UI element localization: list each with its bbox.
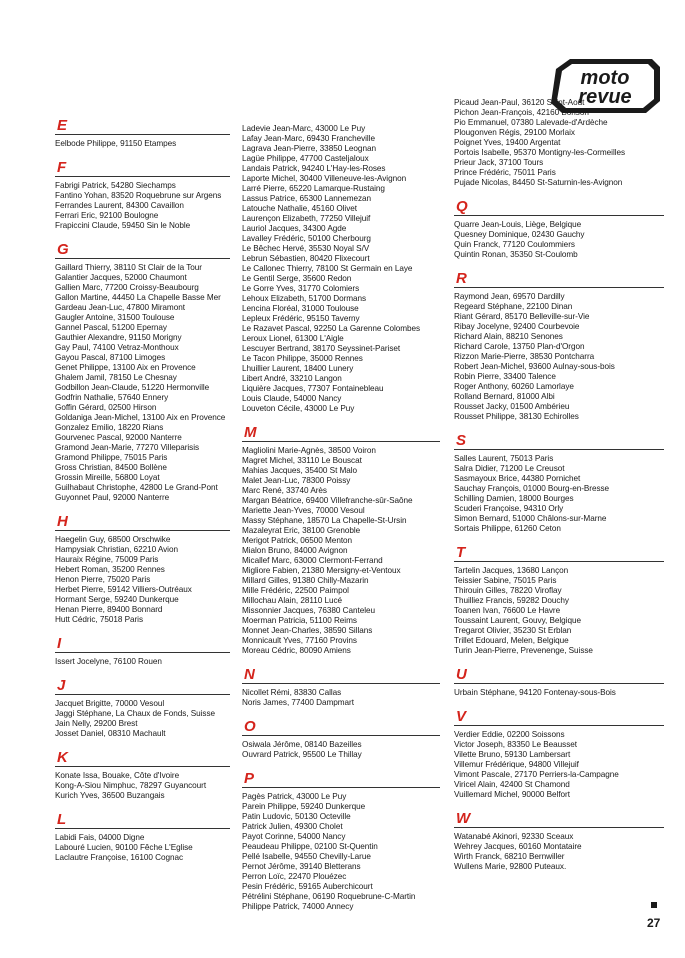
section-letter: M — [244, 424, 257, 441]
section-divider — [454, 683, 664, 684]
list-item: Pujade Nicolas, 84450 St-Saturnin-les-Avignon — [454, 178, 623, 187]
list-item: Salles Laurent, 75013 Paris — [454, 454, 554, 463]
list-item: Quin Franck, 77120 Coulommiers — [454, 240, 575, 249]
section-p — [242, 771, 440, 912]
section-letter: Q — [456, 198, 468, 215]
section-v — [454, 709, 664, 800]
section-divider — [454, 725, 664, 726]
section-divider — [55, 766, 230, 767]
list-item: Viricel Alain, 42400 St Chamond — [454, 780, 570, 789]
section-divider — [55, 176, 230, 177]
section-divider — [454, 215, 664, 216]
list-item: Tartelin Jacques, 13680 Lançon — [454, 566, 569, 575]
list-item: Larré Pierre, 65220 Lamarque-Rustaing — [242, 184, 385, 193]
section-letter: K — [57, 749, 68, 766]
list-item: Richard Carole, 13750 Plan-d'Orgon — [454, 342, 585, 351]
list-item: Haegelin Guy, 68500 Orschwike — [55, 535, 171, 544]
list-item: Leroux Lionel, 61300 L'Aigle — [242, 334, 344, 343]
list-item: Regeard Stéphane, 22100 Dinan — [454, 302, 573, 311]
section-continued — [454, 98, 664, 188]
list-item: Gauthier Alexandre, 91150 Morigny — [55, 333, 182, 342]
list-item: Pernot Jérôme, 39140 Bletterans — [242, 862, 361, 871]
list-item: Noris James, 77400 Dampmart — [242, 698, 354, 707]
list-item: Mariette Jean-Yves, 70000 Vesoul — [242, 506, 365, 515]
entry-list — [242, 688, 440, 708]
list-item: Sortais Philippe, 61260 Ceton — [454, 524, 561, 533]
list-item: Lehoux Elizabeth, 51700 Dormans — [242, 294, 367, 303]
list-item: Merigot Patrick, 06500 Menton — [242, 536, 353, 545]
section-divider — [454, 827, 664, 828]
list-item: Pesin Frédéric, 59165 Auberchicourt — [242, 882, 373, 891]
list-item: Wehrey Jacques, 60160 Montataire — [454, 842, 582, 851]
list-item: Verdier Eddie, 02200 Soissons — [454, 730, 565, 739]
section-divider — [242, 735, 440, 736]
list-item: Hampysiak Christian, 62210 Avion — [55, 545, 178, 554]
section-i — [55, 636, 230, 667]
list-item: Urbain Stéphane, 94120 Fontenay-sous-Bois — [454, 688, 616, 697]
list-item: Hormant Serge, 59240 Dunkerque — [55, 595, 179, 604]
entry-list — [242, 792, 440, 912]
list-item: Richard Alain, 88210 Senones — [454, 332, 563, 341]
list-item: Lebrun Sébastien, 80420 Flixecourt — [242, 254, 370, 263]
logo-line1: moto — [580, 67, 630, 89]
section-u — [454, 667, 664, 698]
list-item: Fantino Yohan, 83520 Roquebrune sur Argens — [55, 191, 222, 200]
list-item: Migliore Fabien, 21380 Mersigny-et-Ventoux — [242, 566, 401, 575]
section-divider — [242, 441, 440, 442]
list-item: Gay Paul, 74100 Vetraz-Monthoux — [55, 343, 179, 352]
entry-list — [454, 292, 664, 422]
list-item: Eelbode Philippe, 91150 Etampes — [55, 139, 177, 148]
list-item: Wirth Franck, 68210 Bernwiller — [454, 852, 565, 861]
list-item: Patin Ludovic, 50130 Octeville — [242, 812, 351, 821]
list-item: Hebert Roman, 35200 Rennes — [55, 565, 165, 574]
list-item: Jacquet Brigitte, 70000 Vesoul — [55, 699, 165, 708]
list-item: Moerman Patricia, 51100 Reims — [242, 616, 357, 625]
list-item: Pio Emmanuel, 07380 Lalevade-d'Ardèche — [454, 118, 608, 127]
list-item: Louis Claude, 54000 Nancy — [242, 394, 342, 403]
entry-list — [454, 220, 664, 260]
entry-list — [454, 832, 664, 872]
list-item: Hauraix Régine, 75009 Paris — [55, 555, 159, 564]
list-item: Massy Stéphane, 18570 La Chapelle-St-Ursin — [242, 516, 407, 525]
list-item: Mahias Jacques, 35400 St Malo — [242, 466, 358, 475]
list-item: Mille Frédéric, 22500 Paimpol — [242, 586, 349, 595]
list-item: Roger Anthony, 60260 Lamorlaye — [454, 382, 574, 391]
list-item: Gourvenec Pascal, 92000 Nanterre — [55, 433, 182, 442]
column-3 — [454, 98, 664, 883]
list-item: Issert Jocelyne, 76100 Rouen — [55, 657, 162, 666]
list-item: Jain Nelly, 29200 Brest — [55, 719, 138, 728]
list-item: Gaillard Thierry, 38110 St Clair de la Tour — [55, 263, 202, 272]
list-item: Laclautre Françoise, 16100 Cognac — [55, 853, 184, 862]
list-item: Marc René, 33740 Arès — [242, 486, 327, 495]
list-item: Sasmayoux Brice, 44380 Pornichet — [454, 474, 581, 483]
entry-list — [242, 124, 440, 414]
list-item: Monnet Jean-Charles, 38590 Sillans — [242, 626, 373, 635]
list-item: Victor Joseph, 83350 Le Beausset — [454, 740, 577, 749]
entry-list — [55, 139, 230, 149]
list-item: Kong-A-Siou Nimphuc, 78297 Guyancourt — [55, 781, 207, 790]
list-item: Ouvrard Patrick, 95500 Le Thillay — [242, 750, 362, 759]
list-item: Mazaleyrat Eric, 38100 Grenoble — [242, 526, 361, 535]
list-item: Vuillemard Michel, 90000 Belfort — [454, 790, 570, 799]
list-item: Robert Jean-Michel, 93600 Aulnay-sous-bois — [454, 362, 615, 371]
list-item: Lhuillier Laurent, 18400 Lunery — [242, 364, 354, 373]
section-divider — [454, 561, 664, 562]
list-item: Picaud Jean-Paul, 36120 Saint-Août — [454, 98, 585, 107]
list-item: Ferrandes Laurent, 84300 Cavaillon — [55, 201, 184, 210]
list-item: Gross Christian, 84500 Bollène — [55, 463, 167, 472]
list-item: Le Bêchec Hervé, 35530 Noyal S/V — [242, 244, 370, 253]
entry-list — [242, 740, 440, 760]
list-item: Margan Béatrice, 69400 Villefranche-sûr-Saône — [242, 496, 413, 505]
list-item: Moreau Cédric, 80090 Amiens — [242, 646, 351, 655]
section-l — [55, 812, 230, 863]
list-item: Pichon Jean-François, 42160 Bonson — [454, 108, 589, 117]
list-item: Monnicault Yves, 77160 Provins — [242, 636, 357, 645]
section-s — [454, 433, 664, 534]
entry-list — [454, 98, 664, 188]
section-letter: R — [456, 270, 467, 287]
list-item: Guyonnet Paul, 92000 Nanterre — [55, 493, 170, 502]
list-item: Quarre Jean-Louis, Liège, Belgique — [454, 220, 582, 229]
list-item: Prieur Jack, 37100 Tours — [454, 158, 544, 167]
list-item: Tregarot Olivier, 35230 St Erblan — [454, 626, 572, 635]
list-item: Labidi Fais, 04000 Digne — [55, 833, 145, 842]
entry-list — [55, 771, 230, 801]
list-item: Osiwala Jérôme, 08140 Bazeilles — [242, 740, 362, 749]
list-item: Quintin Ronan, 35350 St-Coulomb — [454, 250, 578, 259]
section-letter: E — [57, 117, 68, 134]
list-item: Thuilliez Francis, 59282 Douchy — [454, 596, 569, 605]
list-item: Rousset Philippe, 38130 Echirolles — [454, 412, 579, 421]
column-1 — [55, 118, 230, 874]
section-divider — [55, 694, 230, 695]
list-item: Portois Isabelle, 95370 Montigny-les-Cormeilles — [454, 148, 626, 157]
list-item: Le Callonec Thierry, 78100 St Germain en Laye — [242, 264, 413, 273]
list-item: Villemur Frédérique, 94800 Villejuif — [454, 760, 579, 769]
list-item: Godbillon Jean-Claude, 51220 Hermonville — [55, 383, 210, 392]
list-item: Grossin Mireille, 56800 Loyat — [55, 473, 160, 482]
list-item: Le Razavet Pascal, 92250 La Garenne Colombes — [242, 324, 421, 333]
list-item: Mialon Bruno, 84000 Avignon — [242, 546, 348, 555]
list-item: Rousset Jacky, 01500 Ambérieu — [454, 402, 570, 411]
list-item: Josset Daniel, 08310 Machault — [55, 729, 166, 738]
list-item: Lencina Floréal, 31000 Toulouse — [242, 304, 359, 313]
list-item: Lescuyer Bertrand, 38170 Seyssinet-Pariset — [242, 344, 401, 353]
list-item: Frapiccini Claude, 59450 Sin le Noble — [55, 221, 191, 230]
list-item: Thirouin Gilles, 78220 Viroflay — [454, 586, 562, 595]
entry-list — [454, 566, 664, 656]
list-item: Magliolini Marie-Agnès, 38500 Voiron — [242, 446, 376, 455]
entry-list — [55, 535, 230, 625]
section-divider — [242, 683, 440, 684]
list-item: Ribay Jocelyne, 92400 Courbevoie — [454, 322, 580, 331]
list-item: Le Gorre Yves, 31770 Colomiers — [242, 284, 360, 293]
list-item: Perron Loïc, 22470 Plouézec — [242, 872, 347, 881]
entry-list — [55, 833, 230, 863]
list-item: Liquière Jacques, 77307 Fontainebleau — [242, 384, 384, 393]
section-h — [55, 514, 230, 625]
list-item: Toanen Ivan, 76600 Le Havre — [454, 606, 561, 615]
list-item: Lafay Jean-Marc, 69430 Francheville — [242, 134, 375, 143]
section-m — [242, 425, 440, 656]
list-item: Turin Jean-Pierre, Prevenenge, Suisse — [454, 646, 593, 655]
list-item: Raymond Jean, 69570 Dardilly — [454, 292, 565, 301]
list-item: Lavalley Frédéric, 50100 Cherbourg — [242, 234, 371, 243]
section-k — [55, 750, 230, 801]
entry-list — [454, 688, 664, 698]
section-letter: N — [244, 666, 255, 683]
section-q — [454, 199, 664, 260]
section-letter: F — [57, 159, 67, 176]
entry-list — [55, 699, 230, 739]
list-item: Fabrigi Patrick, 54280 Siechamps — [55, 181, 176, 190]
list-item: Riant Gérard, 85170 Belleville-sur-Vie — [454, 312, 590, 321]
section-letter: O — [244, 718, 256, 735]
list-item: Henon Pierre, 75020 Paris — [55, 575, 151, 584]
list-item: Lassus Patrice, 65300 Lannemezan — [242, 194, 372, 203]
list-item: Schilling Damien, 18000 Bourges — [454, 494, 574, 503]
list-item: Labouré Lucien, 90100 Fêche L'Eglise — [55, 843, 193, 852]
list-item: Herbet Pierre, 59142 Villiers-Outréaux — [55, 585, 192, 594]
section-g — [55, 242, 230, 503]
list-item: Goldaniga Jean-Michel, 13100 Aix en Provence — [55, 413, 226, 422]
entry-list — [55, 657, 230, 667]
list-item: Gallien Marc, 77200 Croissy-Beaubourg — [55, 283, 199, 292]
section-divider — [454, 449, 664, 450]
section-letter: U — [456, 666, 467, 683]
list-item: Plougonven Régis, 29100 Morlaix — [454, 128, 575, 137]
list-item: Libert André, 33210 Langon — [242, 374, 342, 383]
list-item: Parein Philippe, 59240 Dunkerque — [242, 802, 366, 811]
entry-list — [55, 263, 230, 503]
section-r — [454, 271, 664, 422]
list-item: Salra Didier, 71200 Le Creusot — [454, 464, 565, 473]
end-square-icon — [651, 902, 657, 908]
list-item: Jaggi Stéphane, La Chaux de Fonds, Suisse — [55, 709, 215, 718]
entry-list — [454, 730, 664, 800]
list-item: Gayou Pascal, 87100 Limoges — [55, 353, 166, 362]
list-item: Ferrari Eric, 92100 Boulogne — [55, 211, 159, 220]
list-item: Millard Gilles, 91380 Chilly-Mazarin — [242, 576, 369, 585]
list-item: Vimont Pascale, 27170 Perriers-la-Campagne — [454, 770, 619, 779]
list-item: Simon Bernard, 51000 Châlons-sur-Marne — [454, 514, 607, 523]
list-item: Magret Michel, 33110 Le Bouscat — [242, 456, 362, 465]
list-item: Quesney Dominique, 02430 Gauchy — [454, 230, 585, 239]
list-item: Kurich Yves, 36500 Buzangais — [55, 791, 165, 800]
section-f — [55, 160, 230, 231]
list-item: Toussaint Laurent, Gouvy, Belgique — [454, 616, 581, 625]
section-continued — [242, 124, 440, 414]
list-item: Rolland Bernard, 81000 Albi — [454, 392, 555, 401]
list-item: Gannel Pascal, 51200 Epernay — [55, 323, 167, 332]
list-item: Pétrélini Stéphane, 06190 Roquebrune-C-Martin — [242, 892, 416, 901]
list-item: Rizzon Marie-Pierre, 38530 Pontcharra — [454, 352, 595, 361]
list-item: Lagüe Philippe, 47700 Casteljaloux — [242, 154, 369, 163]
section-e — [55, 118, 230, 149]
list-item: Landais Patrick, 94240 L'Hay-les-Roses — [242, 164, 386, 173]
list-item: Laporte Michel, 30400 Villeneuve-les-Avignon — [242, 174, 407, 183]
list-item: Ladevie Jean-Marc, 43000 Le Puy — [242, 124, 366, 133]
logo-line2: revue — [578, 86, 632, 108]
list-item: Sauchay François, 01000 Bourg-en-Bresse — [454, 484, 610, 493]
list-item: Latouche Nathalie, 45160 Olivet — [242, 204, 357, 213]
section-letter: J — [57, 677, 66, 694]
list-item: Missonnier Jacques, 76380 Canteleu — [242, 606, 376, 615]
section-letter: S — [456, 432, 467, 449]
page-number: 27 — [647, 916, 661, 930]
list-item: Philippe Patrick, 74000 Annecy — [242, 902, 354, 911]
list-item: Scuderi Françoise, 94310 Orly — [454, 504, 564, 513]
list-item: Peaudeau Philippe, 02100 St-Quentin — [242, 842, 378, 851]
section-letter: W — [456, 810, 471, 827]
section-divider — [55, 530, 230, 531]
list-item: Payot Corinne, 54000 Nancy — [242, 832, 346, 841]
list-item: Louveton Cécile, 43000 Le Puy — [242, 404, 355, 413]
list-item: Trillet Edouard, Melen, Belgique — [454, 636, 569, 645]
section-t — [454, 545, 664, 656]
list-item: Gaugler Antoine, 31500 Toulouse — [55, 313, 175, 322]
list-item: Genet Philippe, 13100 Aix en Provence — [55, 363, 196, 372]
section-letter: V — [456, 708, 467, 725]
list-item: Pagès Patrick, 43000 Le Puy — [242, 792, 347, 801]
list-item: Gonzalez Emilio, 18220 Rians — [55, 423, 164, 432]
list-item: Prince Frédéric, 75011 Paris — [454, 168, 556, 177]
section-divider — [454, 287, 664, 288]
list-item: Wullens Marie, 92800 Puteaux. — [454, 862, 567, 871]
column-2 — [242, 124, 440, 923]
list-item: Henan Pierre, 89400 Bonnard — [55, 605, 163, 614]
list-item: Guilhabaut Christophe, 42800 Le Grand-Pont — [55, 483, 218, 492]
list-item: Gardeau Jean-Luc, 47800 Miramont — [55, 303, 185, 312]
section-o — [242, 719, 440, 760]
section-letter: G — [57, 241, 69, 258]
section-letter: H — [57, 513, 68, 530]
list-item: Patrick Julien, 49300 Cholet — [242, 822, 343, 831]
list-item: Poignet Yves, 19400 Argentat — [454, 138, 561, 147]
list-item: Konate Issa, Bouake, Côte d'Ivoire — [55, 771, 180, 780]
list-item: Nicollet Rémi, 83830 Callas — [242, 688, 342, 697]
section-letter: L — [57, 811, 67, 828]
section-divider — [242, 787, 440, 788]
entry-list — [454, 454, 664, 534]
section-letter: P — [244, 770, 255, 787]
list-item: Watanabé Akinori, 92330 Sceaux — [454, 832, 574, 841]
section-w — [454, 811, 664, 872]
list-item: Lauriol Jacques, 34300 Agde — [242, 224, 347, 233]
section-divider — [55, 828, 230, 829]
list-item: Vilette Bruno, 59130 Lambersart — [454, 750, 571, 759]
list-item: Ghalem Jamil, 78150 Le Chesnay — [55, 373, 177, 382]
section-letter: T — [456, 544, 466, 561]
list-item: Godfrin Nathalie, 57640 Ennery — [55, 393, 169, 402]
list-item: Teissier Sabine, 75015 Paris — [454, 576, 557, 585]
section-j — [55, 678, 230, 739]
list-item: Hutt Cédric, 75018 Paris — [55, 615, 143, 624]
list-item: Le Gentil Serge, 35600 Redon — [242, 274, 352, 283]
list-item: Le Tacon Philippe, 35000 Rennes — [242, 354, 363, 363]
section-divider — [55, 134, 230, 135]
list-item: Malet Jean-Luc, 78300 Poissy — [242, 476, 351, 485]
list-item: Gramond Philippe, 75015 Paris — [55, 453, 168, 462]
list-item: Millochau Alain, 28110 Lucé — [242, 596, 343, 605]
list-item: Micallef Marc, 63000 Clermont-Ferrand — [242, 556, 383, 565]
list-item: Laurençon Elizabeth, 77250 Villejuif — [242, 214, 371, 223]
list-item: Gallon Martine, 44450 La Chapelle Basse Mer — [55, 293, 221, 302]
entry-list — [242, 446, 440, 656]
list-item: Goffin Gérard, 02500 Hirson — [55, 403, 157, 412]
list-item: Galantier Jacques, 52000 Chaumont — [55, 273, 187, 282]
list-item: Lagrava Jean-Pierre, 33850 Leognan — [242, 144, 376, 153]
section-divider — [55, 652, 230, 653]
list-item: Pellé Isabelle, 94550 Chevilly-Larue — [242, 852, 371, 861]
list-item: Lepleux Frédéric, 95150 Taverny — [242, 314, 360, 323]
entry-list — [55, 181, 230, 231]
list-item: Robin Pierre, 33400 Talence — [454, 372, 556, 381]
list-item: Gramond Jean-Marie, 77270 Villeparisis — [55, 443, 200, 452]
section-n — [242, 667, 440, 708]
section-letter: I — [57, 635, 62, 652]
section-divider — [55, 258, 230, 259]
